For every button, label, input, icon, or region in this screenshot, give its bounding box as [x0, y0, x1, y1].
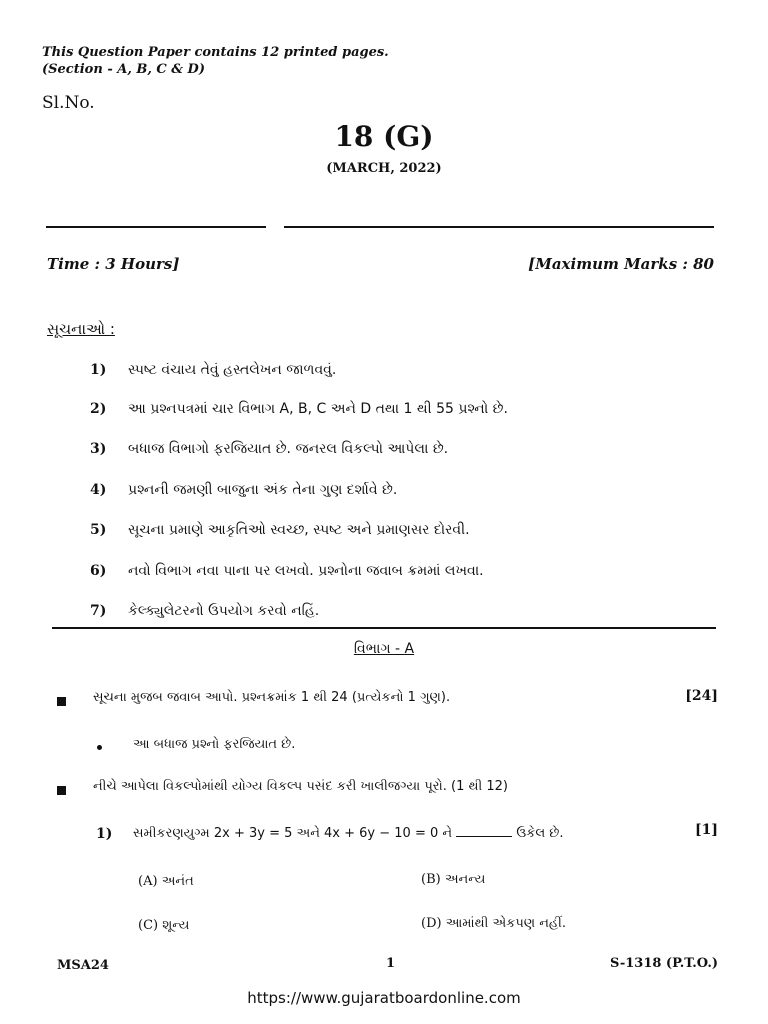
option-label: (C) [138, 918, 159, 933]
divider-right [284, 226, 714, 228]
instruction-text: પ્રશ્નની જમણી બાજુના અંક તેના ગુણ દર્શાવે છે. [128, 482, 398, 498]
question-text [133, 824, 564, 841]
option-label: (B) [421, 872, 441, 887]
question-text-before: સમીકરણયુગ્મ 2x + 3y = 5 અને 4x + 6y − 10 = 0 ને [133, 826, 453, 841]
square-bullet-icon [57, 786, 66, 795]
instruction-text: નવો વિભાગ નવા પાના પર લખવો. પ્રશ્નોના જવાબ ક્રમમાં લખવા. [128, 563, 484, 579]
instruction-number: 7) [90, 603, 107, 619]
instruction-text: સ્પષ્ટ વંચાય તેવું હસ્તલેખન જાળવવું. [128, 362, 337, 378]
instruction-text: સૂચના પ્રમાણે આકૃતિઓ સ્વચ્છ, સ્પષ્ટ અને પ્રમાણસર દોરવી. [128, 522, 470, 538]
section-divider [52, 627, 716, 629]
paper-code: 18 (G) [334, 120, 434, 153]
time-allowed: Time : 3 Hours] [47, 255, 180, 273]
instruction-number: 6) [90, 563, 107, 579]
divider-left [46, 226, 266, 228]
footer-pto: S-1318 (P.T.O.) [609, 956, 718, 971]
directive-1: સૂચના મુજબ જવાબ આપો. પ્રશ્નક્રમાંક 1 થી 24 (પ્રત્યેકનો 1 ગુણ). [93, 690, 451, 705]
option-c [138, 918, 189, 933]
directive-1-marks: [24] [685, 688, 718, 704]
directive-2: નીચે આપેલા વિકલ્પોમાંથી યોગ્ય વિકલ્પ પસંદ કરી ખાલીજગ્યા પૂરો. (1 થી 12) [93, 779, 508, 794]
option-label: (A) [138, 874, 158, 889]
instruction-text: કેલ્ક્યુલેટરનો ઉપયોગ કરવો નહિં. [128, 603, 320, 619]
instruction-item [90, 563, 484, 579]
instruction-number: 4) [90, 482, 107, 498]
option-a [138, 874, 194, 889]
option-d [421, 916, 566, 931]
sections-note: (Section - A, B, C & D) [42, 62, 205, 77]
section-a-title: વિભાગ - A [353, 641, 415, 657]
instruction-text: બધાજ વિભાગો ફરજિયાત છે. જનરલ વિકલ્પો આપેલા છે. [128, 441, 449, 457]
instruction-item [90, 362, 336, 378]
instruction-text: આ પ્રશ્નપત્રમાં ચાર વિભાગ A, B, C અને D તથા 1 થી 55 પ્રશ્નો છે. [128, 401, 508, 417]
round-bullet-icon [97, 745, 102, 750]
exam-month: (MARCH, 2022) [326, 161, 442, 176]
option-label: (D) [421, 916, 442, 931]
option-text: શૂન્ય [162, 918, 190, 933]
square-bullet-icon [57, 697, 66, 706]
instruction-item [90, 482, 397, 498]
answer-blank [456, 824, 512, 837]
maximum-marks: [Maximum Marks : 80 [528, 255, 714, 273]
question-text-after: ઉકેલ છે. [516, 826, 564, 841]
option-text: આમાંથી એકપણ નહીં. [445, 916, 567, 931]
question-marks: [1] [695, 822, 718, 838]
option-text: અનન્ય [444, 872, 486, 887]
option-text: અનંત [161, 874, 194, 889]
page-number: 1 [386, 956, 396, 971]
instruction-item [90, 441, 448, 457]
instruction-number: 2) [90, 401, 107, 417]
compulsory-note: આ બધાજ પ્રશ્નો ફરજિયાત છે. [133, 737, 296, 752]
website-link[interactable]: https://www.gujaratboardonline.com [247, 989, 521, 1007]
instruction-number: 3) [90, 441, 107, 457]
instruction-item [90, 522, 470, 538]
option-b [421, 872, 485, 887]
instruction-number: 1) [90, 362, 107, 378]
instruction-item [90, 401, 508, 417]
pages-note: This Question Paper contains 12 printed pages. [42, 45, 389, 60]
instruction-number: 5) [90, 522, 107, 538]
instruction-item [90, 603, 319, 619]
instructions-title: સૂચનાઓ : [47, 320, 115, 338]
serial-number-label: Sl.No. [42, 93, 95, 113]
page-count-note [42, 44, 389, 78]
question-number: 1) [96, 826, 113, 842]
footer-code: MSA24 [57, 958, 109, 973]
